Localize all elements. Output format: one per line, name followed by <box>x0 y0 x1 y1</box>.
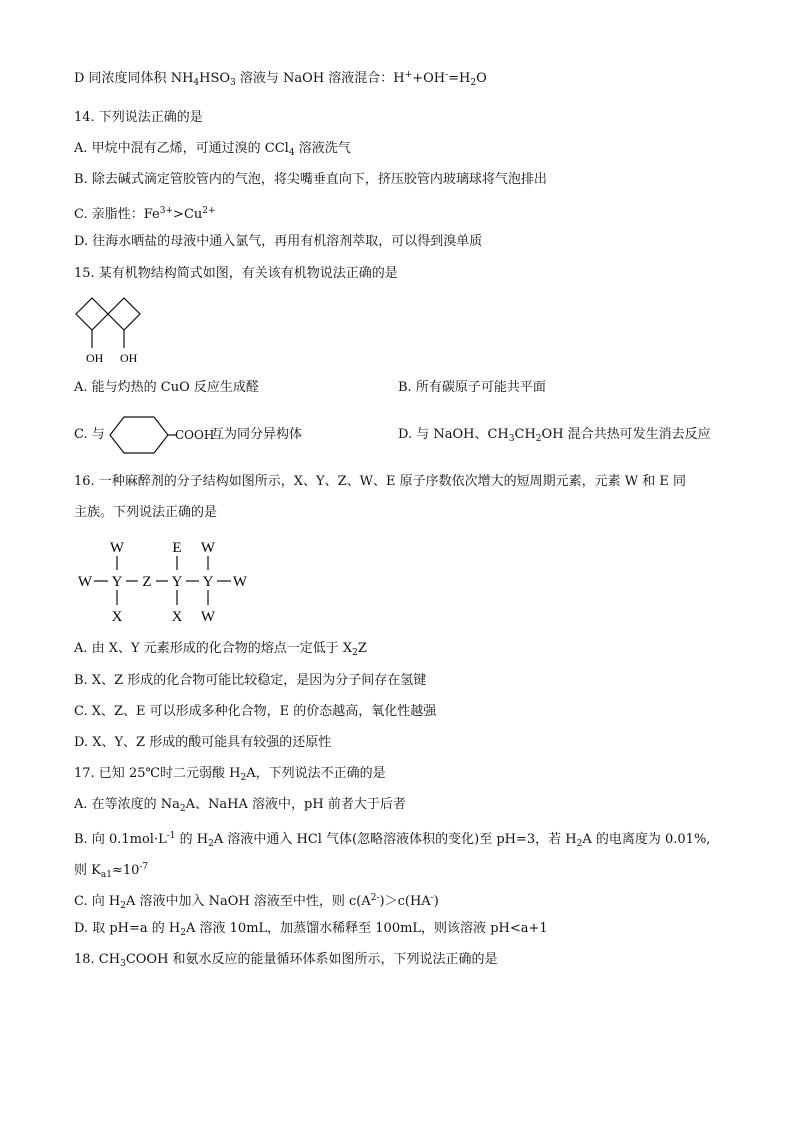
atom-w: W <box>109 540 125 556</box>
superscript: + <box>404 70 413 80</box>
text: C. 亲脂性：Fe <box>74 207 160 222</box>
q15-option-c-group: COOH <box>175 428 215 442</box>
right-ring <box>108 298 140 330</box>
subscript: 2 <box>535 434 542 444</box>
text: )＞c(HA <box>379 894 431 909</box>
text: D. 取 pH=a 的 H <box>74 921 181 936</box>
q15-option-c-prefix: C. 与 <box>74 427 105 442</box>
cyclohexane-icon <box>108 414 178 456</box>
q13-option-d <box>74 67 487 91</box>
text: A. 在等浓度的 Na <box>74 797 180 812</box>
q17-option-d <box>74 921 548 941</box>
q15-option-d <box>398 427 711 447</box>
text: A 溶液中通入 HCl 气体(忽略溶液体积的变化)至 pH=3，若 H <box>213 832 577 847</box>
subscript: 3 <box>508 434 515 444</box>
superscript: 3+ <box>159 206 174 216</box>
text: B. 向 0.1mol·L <box>74 832 167 847</box>
subscript: 3 <box>120 959 126 969</box>
q17-option-b-line1 <box>74 828 710 852</box>
q16-option-d: D. X、Y、Z 形成的酸可能具有较强的还原性 <box>74 735 332 750</box>
subscript: 2 <box>576 839 583 849</box>
q15-option-c-text: 互为同分异构体 <box>211 427 303 442</box>
text: A 溶液 10mL，加蒸馏水稀释至 100mL，则该溶液 pH<a+1 <box>186 921 548 936</box>
subscript: 2 <box>120 901 126 911</box>
text: 溶液与 NaOH 溶液混合：H <box>235 71 405 86</box>
q14-option-d: D. 往海水晒盐的母液中通入氯气，再用有机溶剂萃取，可以得到溴单质 <box>74 234 483 249</box>
superscript: 2+ <box>202 206 216 216</box>
q15-option-b: B. 所有碳原子可能共平面 <box>398 380 546 395</box>
subscript: 4 <box>288 148 295 158</box>
q14-option-b: B. 除去碱式滴定管胶管内的气泡，将尖嘴垂直向下，挤压胶管内玻璃球将气泡排出 <box>74 172 547 187</box>
subscript: 4 <box>193 78 200 88</box>
q17-option-a <box>74 797 406 817</box>
text: A 溶液中加入 NaOH 溶液至中性，则 c(A <box>125 894 371 909</box>
subscript: 2 <box>352 648 358 658</box>
subscript: 2 <box>179 804 186 814</box>
atom-z: Z <box>142 574 152 590</box>
atom-y: Y <box>202 574 214 590</box>
text: A，下列说法不正确的是 <box>246 766 386 781</box>
subscript: a1 <box>100 870 112 880</box>
text: OH 混合共热可发生消去反应 <box>541 427 711 442</box>
text: D. 与 NaOH、CH <box>398 427 509 442</box>
text: 则 K <box>74 863 101 878</box>
q17-stem <box>74 766 386 786</box>
text: 的 H <box>175 832 209 847</box>
q18-stem <box>74 952 498 972</box>
superscript: 2- <box>370 893 380 903</box>
atom-w: W <box>77 574 93 590</box>
atom-y: Y <box>111 574 123 590</box>
atom-e: E <box>172 540 182 556</box>
anesthetic-molecule-structure <box>70 532 260 628</box>
left-ring <box>76 298 108 330</box>
q17-option-c <box>74 890 439 914</box>
text: C. 向 H <box>74 894 121 909</box>
subscript: 3 <box>230 78 236 88</box>
spiro-diol-structure <box>68 294 158 370</box>
q16-option-b: B. X、Z 形成的化合物可能比较稳定，是因为分子间存在氢键 <box>74 673 427 688</box>
q17-option-b-line2 <box>74 859 148 883</box>
text: O <box>476 71 487 86</box>
subscript: 2 <box>180 928 186 938</box>
q16-stem-line2: 主族。下列说法正确的是 <box>74 505 218 520</box>
superscript: - <box>445 70 449 80</box>
q15-option-a: A. 能与灼热的 CuO 反应生成醛 <box>74 380 259 395</box>
atom-x: X <box>111 609 123 625</box>
text: ≈10 <box>111 863 140 878</box>
text: COOH 和氨水反应的能量循环体系如图所示，下列说法正确的是 <box>125 952 498 967</box>
q14-option-c <box>74 203 216 223</box>
atom-w: W <box>200 540 216 556</box>
q14-option-a <box>74 141 351 161</box>
text: D 同浓度同体积 NH <box>74 71 194 86</box>
text: A. 由 X、Y 元素形成的化合物的熔点一定低于 X <box>74 641 353 656</box>
text: +OH <box>412 71 446 86</box>
q16-option-c: C. X、Z、E 可以形成多种化合物，E 的价态越高，氧化性越强 <box>74 704 437 719</box>
text: 17. 已知 25℃时二元弱酸 H <box>74 766 241 781</box>
q16-option-a <box>74 641 367 661</box>
text: =H <box>448 71 471 86</box>
text: HSO <box>199 71 231 86</box>
subscript: 2 <box>208 839 214 849</box>
text: A、NaHA 溶液中，pH 前者大于后者 <box>185 797 406 812</box>
subscript: 2 <box>470 78 477 88</box>
text: CH <box>514 427 536 442</box>
text: A 的电离度为 0.01%, <box>582 832 711 847</box>
atom-x: X <box>171 609 183 625</box>
text: Z <box>357 641 367 656</box>
text: A. 甲烷中混有乙烯，可通过溴的 CCl <box>74 141 289 156</box>
text: 18. CH <box>74 952 121 967</box>
text: ) <box>433 894 439 909</box>
atom-y: Y <box>171 574 183 590</box>
superscript: -1 <box>166 831 176 841</box>
atom-w: W <box>200 609 216 625</box>
text: 溶液洗气 <box>294 141 351 156</box>
atom-w: W <box>232 574 248 590</box>
superscript: - <box>430 893 434 903</box>
q14-stem: 14. 下列说法正确的是 <box>74 110 203 125</box>
subscript: 2 <box>240 773 247 783</box>
text: >Cu <box>173 207 203 222</box>
oh-label: OH <box>120 351 138 365</box>
superscript: -7 <box>139 862 149 872</box>
q16-stem-line1: 16. 一种麻醉剂的分子结构如图所示，X、Y、Z、W、E 原子序数依次增大的短周期元素，元素 W 和 E 同 <box>74 474 687 489</box>
q15-stem: 15. 某有机物结构简式如图，有关该有机物说法正确的是 <box>74 266 398 281</box>
oh-label: OH <box>86 351 104 365</box>
